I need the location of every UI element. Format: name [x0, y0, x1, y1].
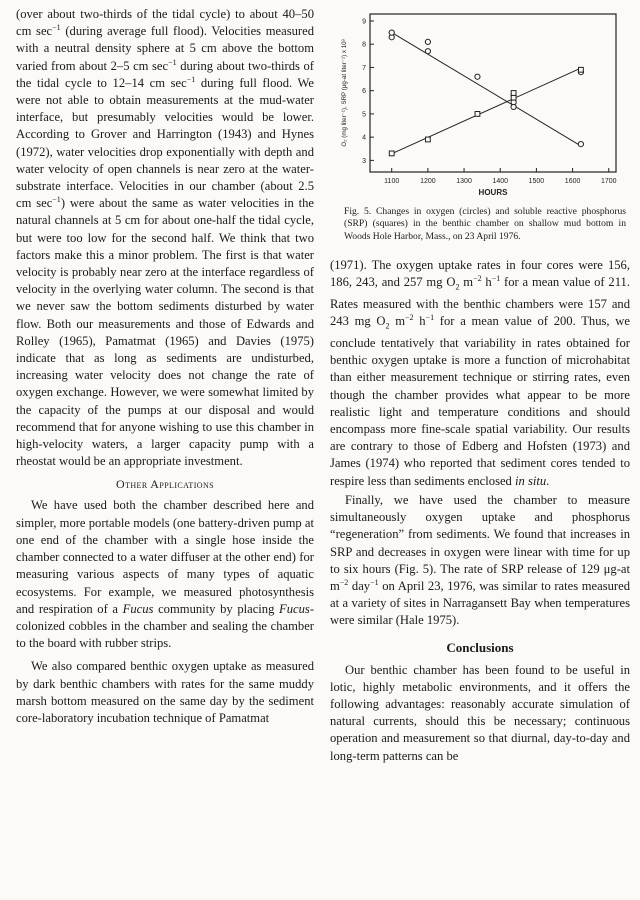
- x-tick-label: 1500: [528, 178, 545, 185]
- oxygen-point: [475, 74, 480, 79]
- section-heading-conclusions: Conclusions: [446, 639, 514, 655]
- x-tick-label: 1200: [420, 178, 436, 185]
- italic-in-situ: in situ: [515, 473, 547, 488]
- right-column: [330, 6, 630, 765]
- srp-point: [511, 95, 516, 100]
- y-tick-label: 6: [362, 88, 366, 96]
- left-column: [16, 6, 314, 727]
- y-tick-label: 3: [362, 157, 366, 165]
- superscript: −1: [168, 57, 177, 67]
- subscript: 2: [385, 321, 390, 331]
- x-tick-label: 1100: [384, 178, 400, 185]
- italic-genus: Fucus: [122, 601, 154, 616]
- text-run: m: [389, 314, 406, 329]
- italic-genus: Fucus: [279, 601, 310, 616]
- text-run: during about two-thirds of the tidal cycle to 12–14 cm sec: [16, 58, 314, 90]
- superscript: −1: [491, 274, 501, 284]
- right-paragraph-3: Our benthic chamber has been found to be useful in lotic, highly metabolic environments, and it offers the following advantages: reasonably accurate simulation of natural currents, should this be necessary; continuous operation and measurement so that diurnal, day-to-day and long-term patterns can be: [330, 662, 630, 763]
- left-paragraph-1: [16, 6, 314, 470]
- oxygen-point: [578, 142, 583, 147]
- text-run: for a mean value of 200. Thus, we conclude tentatively that variability in rates obtained for benthic oxygen uptake is more a function of microhabitat than either measurement technique or stirring rates, even though the chamber provides what appear to be more realistic light and temperature conditions and should encompass more fine-scale spatial variability. Our results are contrary to those of Edberg and Hofsten (1973) and James (1974) who reported that sediment cores tended to respire less than sediments enclosed: [330, 314, 630, 488]
- text-run: day: [348, 578, 371, 593]
- text-run: h: [481, 275, 492, 290]
- y-tick-label: 7: [362, 64, 366, 72]
- text-run: .: [546, 473, 550, 488]
- figure-5: [330, 6, 630, 204]
- srp-point: [475, 112, 480, 117]
- srp-point: [425, 137, 430, 142]
- text-run: We have used both the chamber described here and simpler, more portable models (one battery-driven pump at one end of the chamber with a single hose inside the chamber connected to a water diffuser at the other end) for measuring various aspects of many types of aquatic ecosystems. For example, we measured photosynthesis and respiration of a: [16, 498, 314, 616]
- text-run: (during average full flood). Velocities measured with a neutral density sphere at 5 cm above the bottom varied from about 2–5 cm sec: [16, 24, 314, 73]
- text-run: during full flood. We were not able to obtain measurements at the mud-water interface, but presumably velocities would be lower. According to Grover and Harrington (1943) and Hynes (1972), water velocities drop exponentially with depth and water velocity of open channels is near zero at the water-substrate interface. Velocities in our chamber (about 2.5 cm sec: [16, 75, 314, 211]
- srp-point: [579, 67, 584, 72]
- oxygen-point: [425, 39, 430, 44]
- text-run: (over about two-thirds of the tidal cycle) to about 40–50 cm sec: [16, 7, 314, 39]
- superscript: −1: [425, 313, 435, 323]
- figure-caption: Fig. 5. Changes in oxygen (circles) and soluble reactive phosphorus (SRP) (squares) in the benthic chamber on shallow mud bottom in Woods Hole Harbor, Mass., on 23 April 1976.: [344, 206, 626, 242]
- x-axis-label: HOURS: [478, 188, 508, 197]
- right-paragraph-2: [330, 492, 630, 630]
- superscript: −2: [339, 577, 349, 587]
- superscript: −1: [370, 577, 379, 587]
- oxygen-point: [389, 30, 394, 35]
- superscript: −2: [405, 313, 414, 323]
- y-tick-label: 9: [362, 18, 366, 26]
- text-run: ) were about the same as water velocities in the natural channels at 5 cm for about one-half the tidal cycle, but were too low for the second half. We think that two factors make this a minor problem. The first is that water velocity is probably near zero at the interface regardless of velocity in the overlying water column. The second is that we never saw the bottom sediments disturbed by water flow. Both our measurements and those of Edwards and Rolley (1965), Pamatmat (1965) and Davies (1975) indicate that as long as sediments are undisturbed, increasing water velocity does not change the rate of oxygen exchange. However, we were somewhat limited by the capacity of the pumps at our disposal and would recommend that for anyone wishing to use this chamber in high-velocity waters, a larger capacity pump with a rheostat would be an appropriate investment.: [16, 196, 314, 469]
- figure-5-chart: [330, 6, 630, 204]
- text-run: for a mean value of 211. Rates measured with the benthic chambers were 157 and 243 mg O: [330, 275, 630, 329]
- superscript: −1: [186, 74, 196, 84]
- y-tick-label: 4: [362, 134, 366, 142]
- x-tick-label: 1400: [492, 178, 509, 185]
- text-run: m: [459, 275, 474, 290]
- subscript: 2: [455, 282, 460, 292]
- y-tick-label: 8: [362, 41, 366, 49]
- superscript: −2: [473, 274, 482, 284]
- left-paragraph-3: We also compared benthic oxygen uptake as measured by dark benthic chambers with rates for the same muddy marsh bottom measured on the same day by the sediment core-laboratory incubation technique of Pamatmat: [16, 659, 314, 725]
- text-run: -colonized cobbles in the chamber and sealing the chamber to the board with rubber strips.: [16, 601, 315, 651]
- x-tick-label: 1700: [600, 178, 617, 185]
- left-paragraph-2: [16, 497, 314, 652]
- text-run: community by placing: [153, 601, 280, 616]
- text-run: h: [413, 314, 426, 329]
- y-axis-label: O₂ (mg liter⁻¹), SRP (μg-at liter⁻¹) x 10³: [341, 39, 348, 147]
- superscript: −1: [52, 23, 61, 33]
- srp-point: [389, 151, 394, 156]
- square-fit-line: [390, 69, 580, 155]
- oxygen-point: [511, 104, 516, 109]
- text-run: on April 23, 1976, was similar to rates measured at a variety of sites in Narragansett Bay when temperatures were similar (Hale 1975).: [330, 578, 630, 628]
- srp-point: [511, 91, 516, 96]
- text-run: Finally, we have used the chamber to measure simultaneously oxygen uptake and phosphorus “regeneration” from sediments. We found that increases in SRP and decreases in oxygen were linear with time for up to six hours (Fig. 5). The rate of SRP release of 129 μg-at m: [330, 492, 630, 593]
- x-tick-label: 1300: [456, 178, 472, 185]
- oxygen-point: [425, 49, 430, 54]
- x-tick-label: 1600: [564, 178, 581, 185]
- y-tick-label: 5: [362, 111, 366, 119]
- circle-fit-line: [390, 31, 580, 145]
- section-heading-other-applications: Other Applications: [116, 477, 214, 492]
- superscript: −1: [52, 195, 61, 205]
- text-run: (1971). The oxygen uptake rates in four cores were 156, 186, 243, and 257 mg O: [330, 258, 630, 290]
- right-paragraph-1: [330, 257, 630, 490]
